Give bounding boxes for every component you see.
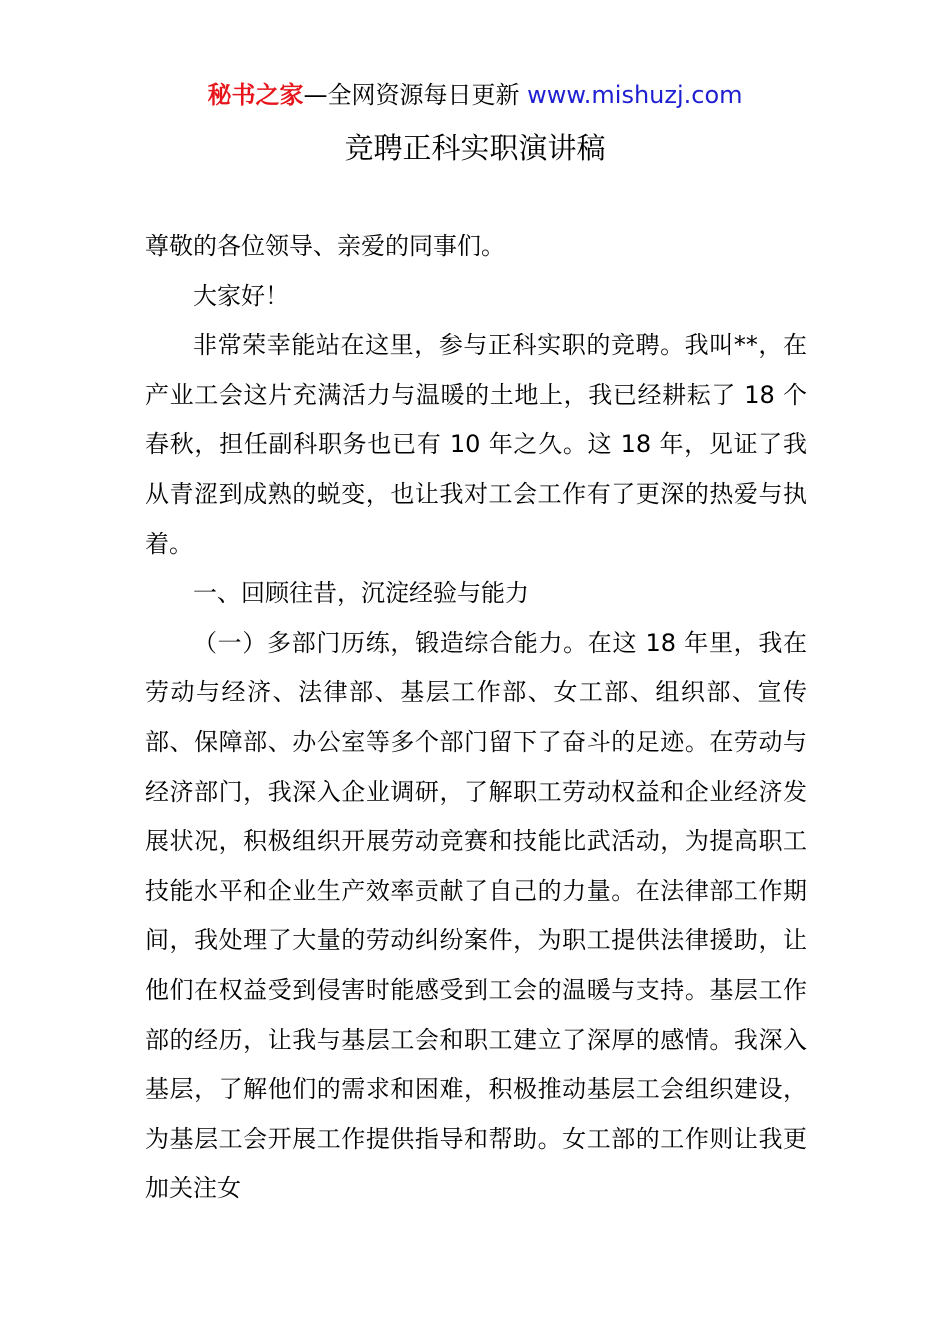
document-body bbox=[145, 222, 807, 1214]
salutation: 尊敬的各位领导、亲爱的同事们。 bbox=[145, 232, 505, 260]
greeting: 大家好！ bbox=[193, 281, 289, 310]
document-title: 竞聘正科实职演讲稿 bbox=[344, 131, 606, 165]
site-url-link[interactable]: www.mishuzj.com bbox=[527, 81, 743, 109]
paragraph: 非常荣幸能站在这里，参与正科实职的竞聘。我叫**，在产业工会这片充满活力与温暖的土地上，我已经耕耘了 18 个春秋，担任副科职务也已有 10 年之久。这 18 年，见证了我从青涩到成熟的蜕变，也让我对工会工作有了更深的热爱与执着。 bbox=[145, 331, 807, 558]
header-tagline: —全网资源每日更新 bbox=[303, 81, 528, 109]
section-heading: 一、回顾往昔，沉淀经验与能力 bbox=[193, 579, 529, 608]
brand-name: 秘书之家 bbox=[207, 81, 304, 109]
site-header bbox=[0, 78, 950, 112]
paragraph: （一）多部门历练，锻造综合能力。在这 18 年里，我在劳动与经济、法律部、基层工作部、女工部、组织部、宣传部、保障部、办公室等多个部门留下了奋斗的足迹。在劳动与经济部门，我深入企业调研，了解职工劳动权益和企业经济发展状况，积极组织开展劳动竞赛和技能比武活动，为提高职工技能水平和企业生产效率贡献了自己的力量。在法律部工作期间，我处理了大量的劳动纠纷案件，为职工提供法律援助，让他们在权益受到侵害时能感受到工会的温暖与支持。基层工作部的经历，让我与基层工会和职工建立了深厚的感情。我深入基层，了解他们的需求和困难，积极推动基层工会组织建设，为基层工会开展工作提供指导和帮助。女工部的工作则让我更加关注女 bbox=[145, 628, 807, 1203]
